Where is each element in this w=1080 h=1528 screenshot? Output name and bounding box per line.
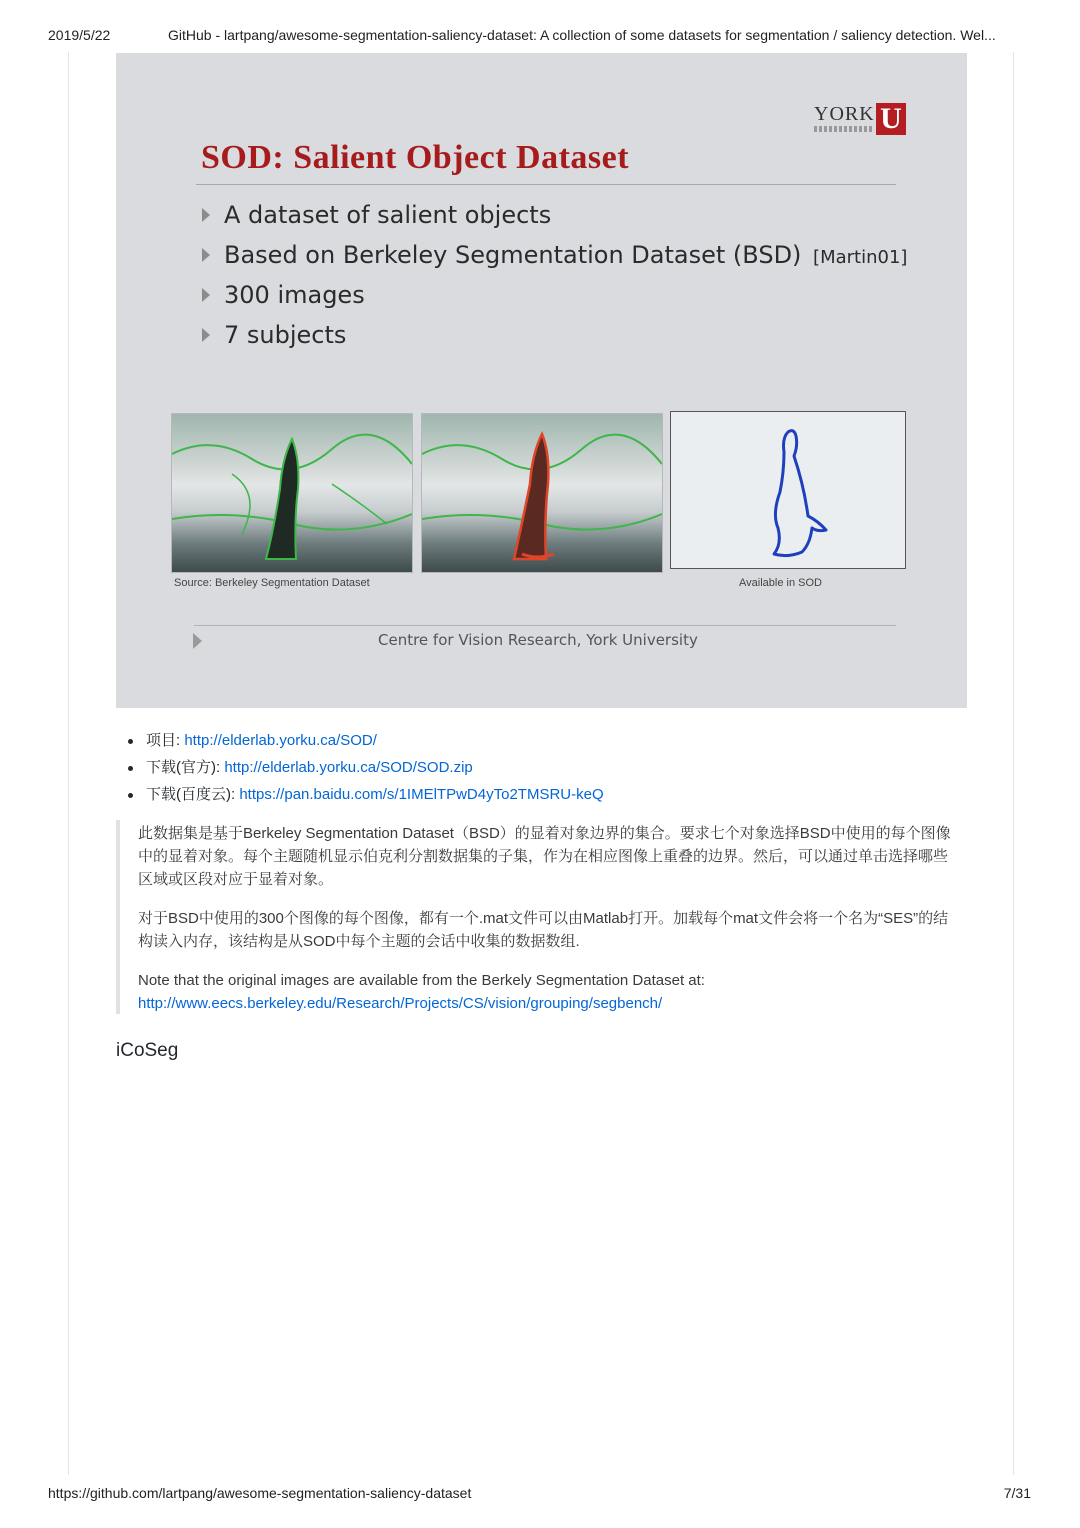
image-caption-available: Available in SOD — [739, 577, 822, 589]
description-paragraph: 此数据集是基于Berkeley Segmentation Dataset（BSD）的显着对象边界的集合。要求七个对象选择BSD中使用的每个图像中的显着对象。每个主题随机显示伯克利分割数据集的子集，作为在相应图像上重叠的边界。然后，可以通过单击选择哪些区域或区段对应于显着对象。 — [138, 825, 951, 888]
dataset-link-list — [128, 731, 604, 812]
print-page-title: GitHub - lartpang/awesome-segmentation-saliency-dataset: A collection of some datasets for segmentation / saliency detection. Wel... — [168, 27, 996, 43]
york-logo-subtext — [814, 126, 872, 132]
print-footer-url: https://github.com/lartpang/awesome-segmentation-saliency-dataset — [48, 1485, 472, 1501]
print-date: 2019/5/22 — [48, 27, 111, 43]
baidu-download-link[interactable]: https://pan.baidu.com/s/1IMElTPwD4yTo2TMSRU-keQ — [239, 786, 604, 803]
slide-footer-text: Centre for Vision Research, York University — [378, 631, 698, 649]
penguin-photo-green-boundaries — [171, 413, 413, 573]
link-label: 下载(百度云): — [146, 786, 240, 803]
berkeley-segbench-link[interactable]: http://www.eecs.berkeley.edu/Research/Projects/CS/vision/grouping/segbench/ — [138, 995, 663, 1012]
slide-bullet: 300 images — [202, 275, 907, 315]
slide-bullet: 7 subjects — [202, 315, 907, 355]
citation: [Martin01] — [813, 247, 908, 268]
right-margin-rule — [1013, 52, 1014, 1475]
york-logo-text: YORK — [814, 103, 875, 125]
slide-title-divider — [196, 184, 896, 185]
slide-bullet-list — [202, 195, 907, 355]
penguin-photo-red-boundaries — [421, 413, 663, 573]
bullet-triangle-icon — [202, 208, 210, 222]
list-item — [128, 731, 604, 758]
official-download-link[interactable]: http://elderlab.yorku.ca/SOD/SOD.zip — [224, 759, 473, 776]
image-caption-source: Source: Berkeley Segmentation Dataset — [174, 577, 370, 589]
original-images-note: Note that the original images are available from the Berkely Segmentation Dataset at: http://www.eecs.berkeley.edu/Research/Projects/CS/vision/grouping/segbench/ — [138, 972, 705, 1012]
bullet-triangle-icon — [202, 248, 210, 262]
list-item — [128, 758, 604, 785]
slide-footer-triangle-icon — [193, 633, 202, 649]
sod-slide-image — [116, 53, 967, 708]
link-label: 下载(官方): — [146, 759, 225, 776]
description-blockquote — [116, 820, 960, 1014]
york-logo-u: U — [876, 103, 906, 135]
mat-file-paragraph: 对于BSD中使用的300个图像的每个图像，都有一个.mat文件可以由Matlab打开。加载每个mat文件会将一个名为“SES”的结构读入内存，该结构是从SOD中每个主题的会话中收集的数据数组. — [138, 910, 949, 950]
page-number: 7/31 — [1003, 1485, 1031, 1501]
slide-bullet: Based on Berkeley Segmentation Dataset (BSD) [Martin01] — [202, 235, 907, 275]
section-heading-icoseg: iCoSeg — [116, 1040, 179, 1061]
bullet-triangle-icon — [202, 288, 210, 302]
york-university-logo — [814, 103, 914, 137]
list-item — [128, 785, 604, 812]
slide-footer-divider — [194, 625, 896, 626]
slide-title: SOD: Salient Object Dataset — [201, 139, 630, 176]
penguin-salient-outline — [670, 411, 906, 569]
bullet-triangle-icon — [202, 328, 210, 342]
link-label: 项目: — [146, 732, 185, 749]
slide-bullet: A dataset of salient objects — [202, 195, 907, 235]
left-margin-rule — [68, 52, 69, 1475]
project-link[interactable]: http://elderlab.yorku.ca/SOD/ — [184, 732, 377, 749]
